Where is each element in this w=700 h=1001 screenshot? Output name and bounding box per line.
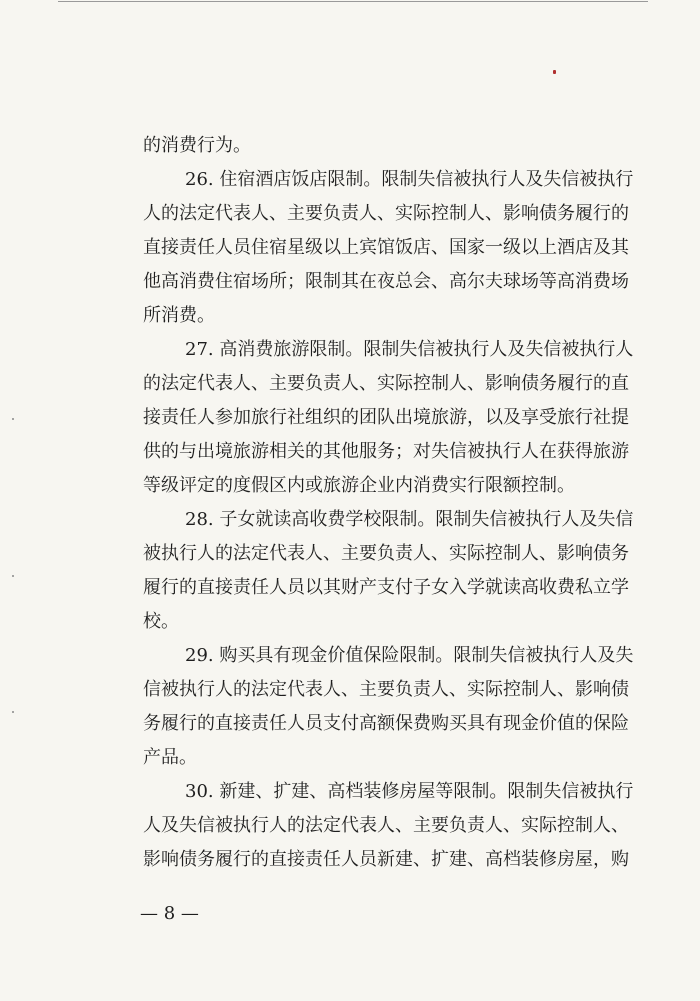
text-line: 履行的直接责任人员以其财产支付子女入学就读高收费私立学 — [143, 577, 629, 598]
text-line: 产品。 — [143, 747, 197, 768]
paragraph-27-first-line: 27. 高消费旅游限制。限制失信被执行人及失信被执行人 — [185, 339, 634, 360]
text-line: 接责任人参加旅行社组织的团队出境旅游，以及享受旅行社提 — [143, 407, 629, 428]
text-line: 人的法定代表人、主要负责人、实际控制人、影响债务履行的 — [143, 203, 629, 224]
text-line: 信被执行人的法定代表人、主要负责人、实际控制人、影响债 — [143, 679, 629, 700]
scan-speck — [12, 575, 14, 577]
scan-speck — [12, 418, 14, 420]
paragraph-28-first-line: 28. 子女就读高收费学校限制。限制失信被执行人及失信 — [185, 509, 634, 530]
text-line: 直接责任人员住宿星级以上宾馆饭店、国家一级以上酒店及其 — [143, 237, 629, 258]
text-line: 供的与出境旅游相关的其他服务；对失信被执行人在获得旅游 — [143, 441, 629, 462]
text-line: 人及失信被执行人的法定代表人、主要负责人、实际控制人、 — [143, 815, 629, 836]
scan-top-rule — [58, 1, 648, 2]
paragraph-29-first-line: 29. 购买具有现金价值保险限制。限制失信被执行人及失 — [185, 645, 634, 666]
text-line: 校。 — [143, 611, 179, 632]
page-number: — 8 — — [140, 903, 199, 924]
scan-speck — [12, 711, 14, 713]
text-line: 等级评定的度假区内或旅游企业内消费实行限额控制。 — [143, 475, 575, 496]
text-line: 他高消费住宿场所；限制其在夜总会、高尔夫球场等高消费场 — [143, 271, 629, 292]
paragraph-30-first-line: 30. 新建、扩建、高档装修房屋等限制。限制失信被执行 — [185, 781, 634, 802]
text-line: 的消费行为。 — [143, 135, 251, 156]
text-line: 所消费。 — [143, 305, 215, 326]
paragraph-26-first-line: 26. 住宿酒店饭店限制。限制失信被执行人及失信被执行 — [185, 169, 634, 190]
text-line: 的法定代表人、主要负责人、实际控制人、影响债务履行的直 — [143, 373, 629, 394]
text-line: 影响债务履行的直接责任人员新建、扩建、高档装修房屋，购 — [143, 849, 629, 870]
red-ink-mark — [553, 70, 556, 74]
text-line: 被执行人的法定代表人、主要负责人、实际控制人、影响债务 — [143, 543, 629, 564]
text-line: 务履行的直接责任人员支付高额保费购买具有现金价值的保险 — [143, 713, 629, 734]
